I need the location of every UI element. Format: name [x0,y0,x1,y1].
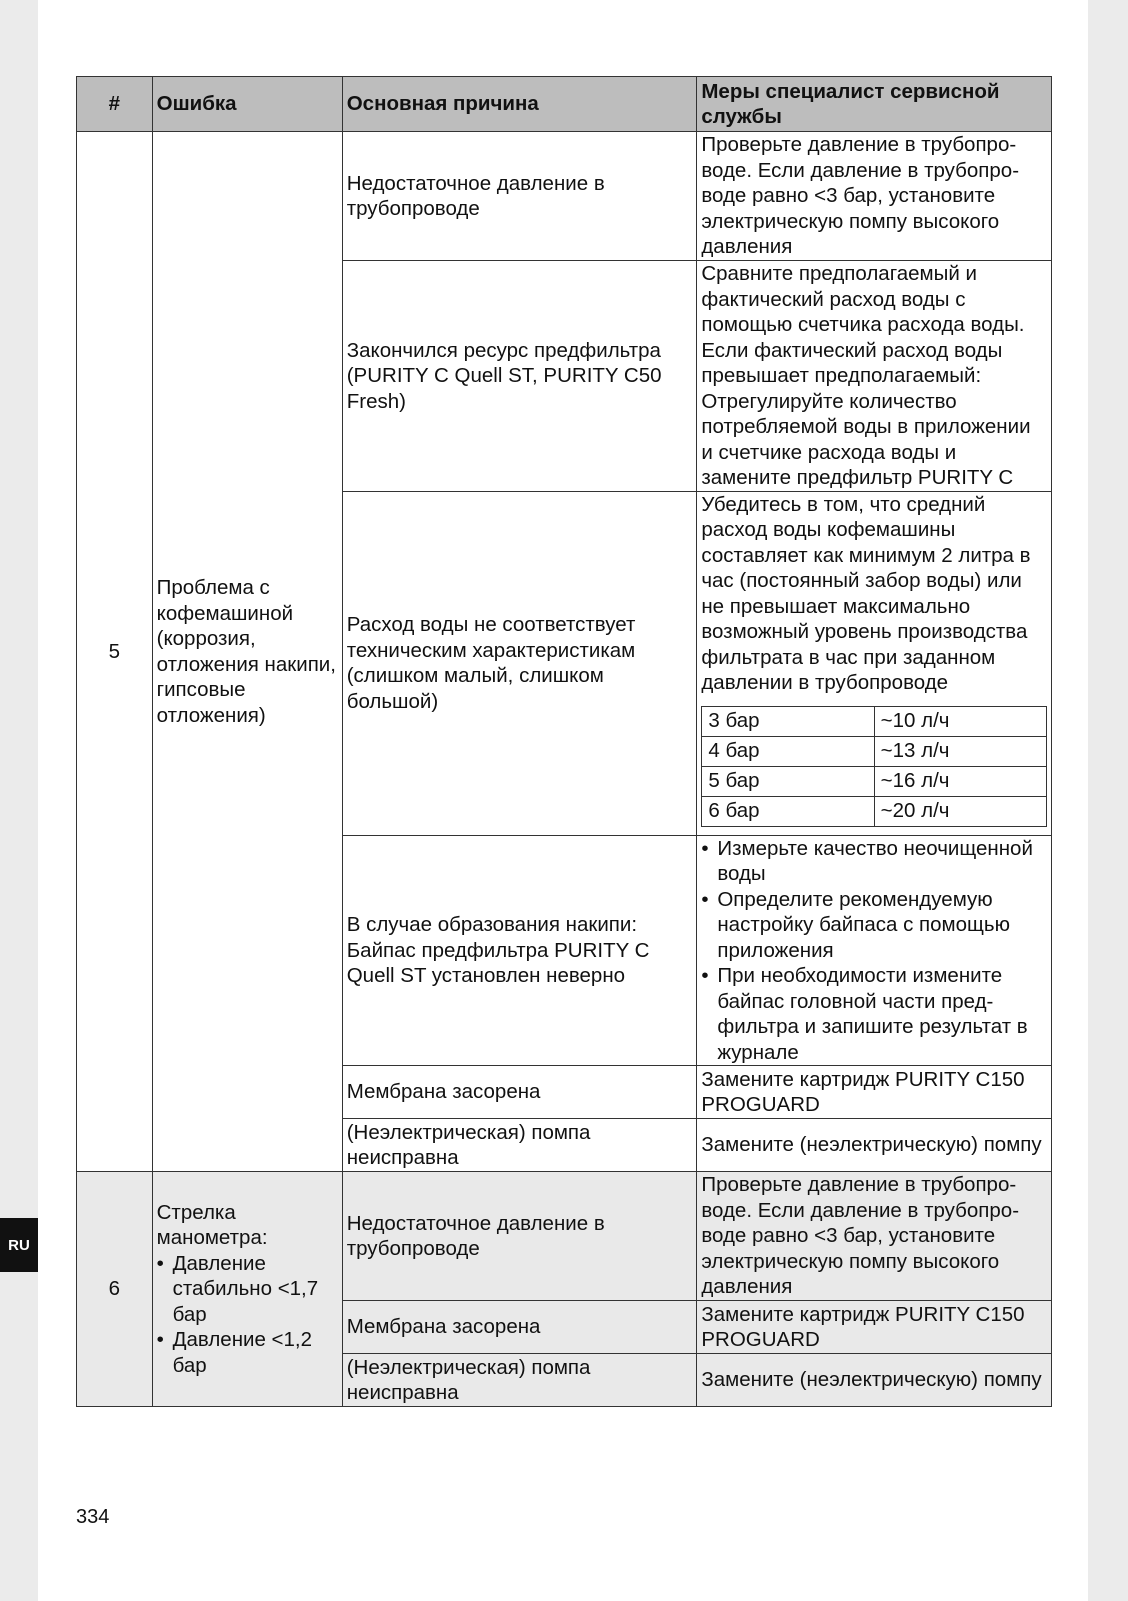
cause-cell: Недостаточное давление в трубопроводе [342,1172,697,1301]
header-action: Меры специалист сервисной службы [697,77,1052,132]
pressure-value: 3 бар [702,706,874,736]
cause-cell: Мембрана засорена [342,1066,697,1119]
error-title: Стрелка манометра: [156,1200,268,1250]
error-bullet: • Давление <1,2 бар [157,1327,338,1378]
cause-cell: Закончился ресурс предфильтра (PURITY C Quell ST, PURITY C50 Fresh) [342,261,697,492]
action-bullet: • Измерьте качество неочищенной воды [701,836,1047,887]
pressure-row [702,796,1047,826]
action-text: Убедитесь в том, что средний расход воды кофемашины составляет как минимум 2 литра в час (постоянный забор воды) или не превышает максимально возможный уровень производства фильтрата в час при заданном давлении в трубопроводе [701,492,1031,694]
table-row [77,132,1052,261]
page-number: 334 [76,1506,110,1528]
pressure-value: 5 бар [702,766,874,796]
cause-cell: (Неэлектрическая) помпа неисправна [342,1119,697,1172]
error-number: 6 [77,1172,153,1407]
cause-cell: (Неэлектрическая) помпа неисправна [342,1354,697,1407]
flow-value: ~20 л/ч [874,796,1046,826]
action-cell: Замените картридж PURITY C150 PROGUARD [697,1066,1052,1119]
flow-value: ~16 л/ч [874,766,1046,796]
error-bullet: • Давление стабильно <1,7 бар [157,1251,338,1328]
cause-cell: Мембрана засорена [342,1301,697,1354]
action-cell: Проверьте давление в трубопроводе. Если давление в трубопроводе равно <3 бар, установите электрическую помпу высокого давления [697,132,1052,261]
pressure-flow-table [701,706,1047,827]
error-number: 5 [77,132,153,1172]
action-cell: Замените картридж PURITY C150 PROGUARD [697,1301,1052,1354]
pressure-row [702,736,1047,766]
header-error: Ошибка [152,77,342,132]
error-description: Проблема с кофемашиной (коррозия, отложения накипи, гипсовые отложения) [152,132,342,1172]
action-bullet-list [701,836,1047,1066]
cause-cell: Расход воды не соответствует техническим характеристикам (слишком малый, слишком большой) [342,491,697,835]
flow-value: ~13 л/ч [874,736,1046,766]
cause-cell: Недостаточное давление в трубопроводе [342,132,697,261]
header-number: # [77,77,153,132]
action-cell: Проверьте давление в трубопроводе. Если давление в трубопроводе равно <3 бар, установите электрическую помпу высокого давления [697,1172,1052,1301]
header-row [77,77,1052,132]
header-cause: Основная причина [342,77,697,132]
action-cell: Замените (неэлектрическую) помпу [697,1119,1052,1172]
action-cell [697,491,1052,835]
action-cell: Замените (неэлектрическую) помпу [697,1354,1052,1407]
language-tab: RU [0,1218,38,1272]
error-bullet-list [157,1251,338,1379]
pressure-value: 6 бар [702,796,874,826]
action-cell: Сравните предполагаемый и фактический расход воды с помощью счетчика расхода воды. Если фактический расход воды превышает предполагаемый: Отрегулируйте количество потребляемой воды в приложении и счетчике расхода воды и замените предфильтр PURITY C [697,261,1052,492]
action-bullet: • При необходимости измените байпас головной части предфильтра и запишите результат в журнале [701,963,1047,1065]
troubleshooting-table [76,76,1052,1407]
pressure-row [702,706,1047,736]
action-cell [697,835,1052,1066]
table-row [77,1172,1052,1301]
action-bullet: • Определите рекомендуемую настройку байпаса с помощью приложения [701,887,1047,964]
flow-value: ~10 л/ч [874,706,1046,736]
cause-cell: В случае образования накипи: Байпас предфильтра PURITY C Quell ST установлен неверно [342,835,697,1066]
pressure-row [702,766,1047,796]
pressure-value: 4 бар [702,736,874,766]
error-description [152,1172,342,1407]
